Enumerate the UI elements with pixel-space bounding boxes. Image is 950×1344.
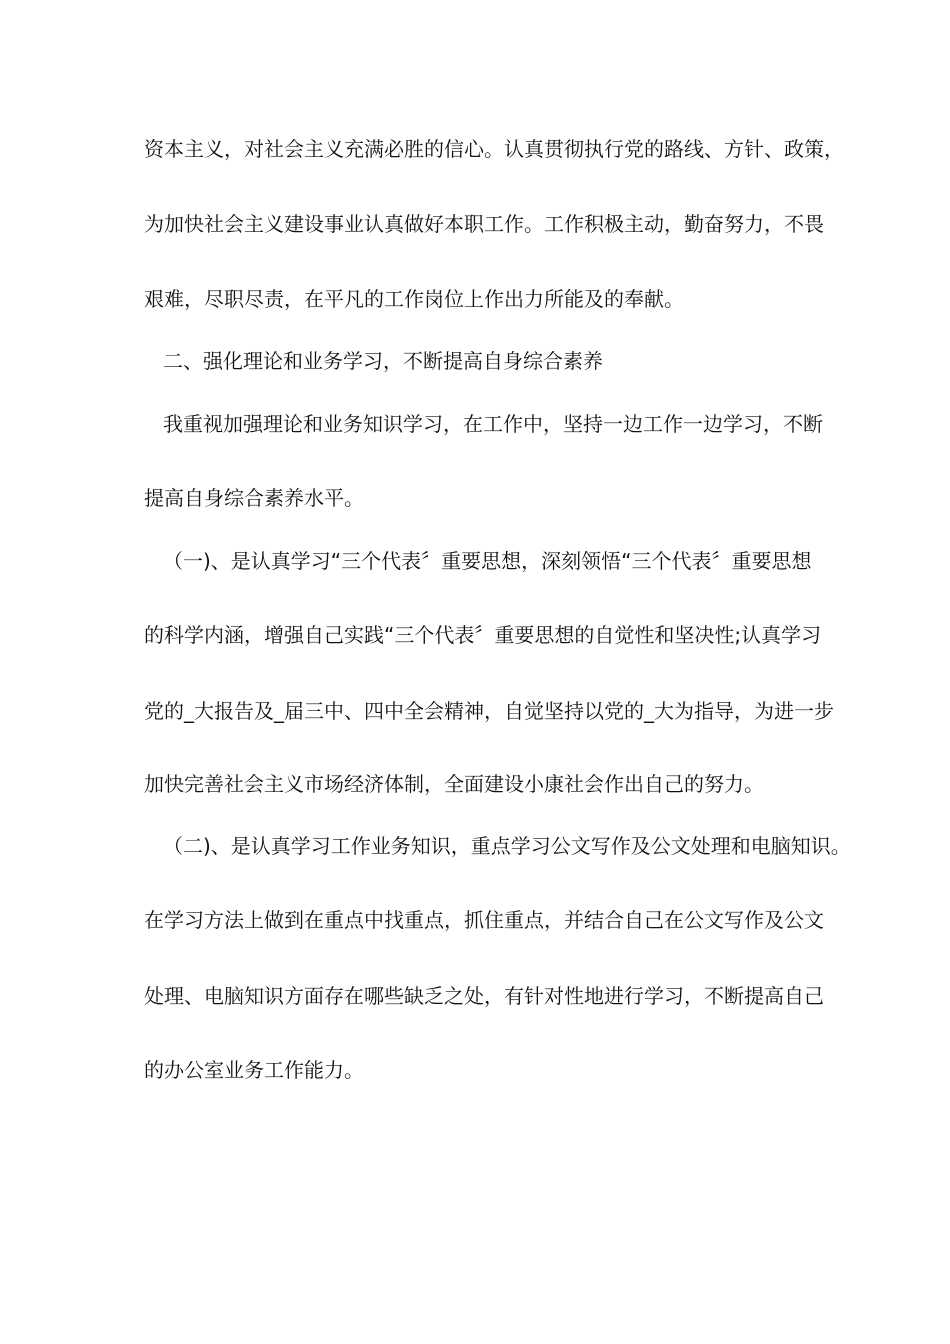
paragraph-line: （二)、是认真学习工作业务知识，重点学习公文写作及公文处理和电脑知识。 — [163, 834, 851, 858]
paragraph-line: 党的_大报告及_届三中、四中全会精神，自觉坚持以党的_大为指导，为进一步 — [144, 699, 834, 723]
paragraph-line: 资本主义，对社会主义充满必胜的信心。认真贯彻执行党的路线、方针、政策， — [144, 137, 844, 161]
paragraph-line: 的办公室业务工作能力。 — [144, 1058, 364, 1082]
paragraph-line: 为加快社会主义建设事业认真做好本职工作。工作积极主动，勤奋努力，不畏 — [144, 212, 824, 236]
paragraph-line: 的科学内涵，增强自己实践“三个代表〞重要思想的自觉性和坚决性;认真学习 — [144, 623, 822, 647]
section-heading: 二、强化理论和业务学习，不断提高自身综合素养 — [163, 349, 603, 373]
paragraph-line: 在学习方法上做到在重点中找重点，抓住重点，并结合自己在公文写作及公文 — [144, 908, 824, 932]
paragraph-line: 我重视加强理论和业务知识学习，在工作中，坚持一边工作一边学习，不断 — [163, 412, 823, 436]
paragraph-line: 提高自身综合素养水平。 — [144, 486, 364, 510]
paragraph-line: 艰难，尽职尽责，在平凡的工作岗位上作出力所能及的奉献。 — [144, 287, 684, 311]
paragraph-line: （一)、是认真学习“三个代表〞重要思想，深刻领悟“三个代表〞重要思想 — [163, 549, 812, 573]
paragraph-line: 处理、电脑知识方面存在哪些缺乏之处，有针对性地进行学习，不断提高自己 — [144, 984, 824, 1008]
paragraph-line: 加快完善社会主义市场经济体制，全面建设小康社会作出自己的努力。 — [144, 772, 764, 796]
